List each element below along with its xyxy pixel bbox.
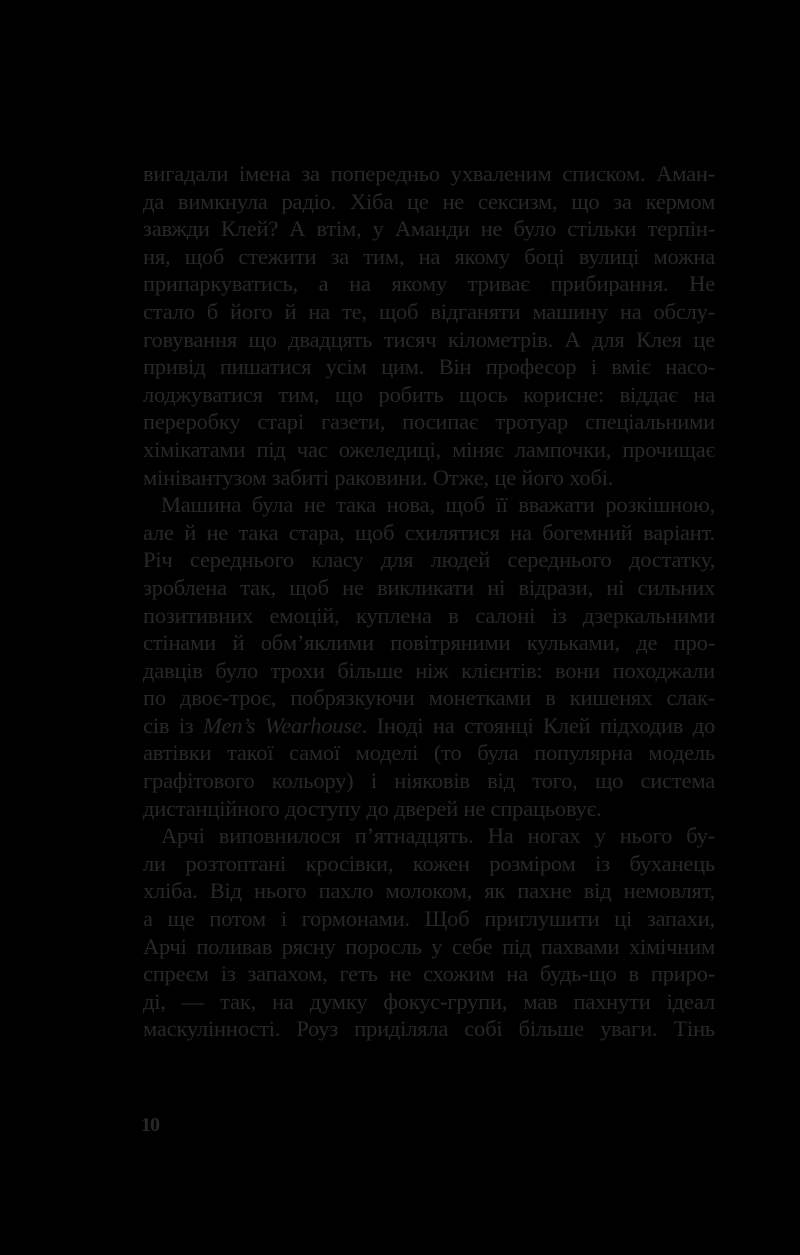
text-line: Арчі виповнилося п’ятнадцять. На ногах у нього бу- [161,823,715,849]
text-line: Арчі поливав рясну поросль у себе під пахвами хімічним [143,933,715,959]
text-line: ли розтоптані кросівки, кожен розміром із буханець [143,850,715,876]
text-line: давців було трохи більше ніж клієнтів: вони походжали [143,657,715,683]
text-line: говування що двадцять тисяч кілометрів. А для Клея це [143,326,715,352]
text-line: Машина була не така нова, щоб її вважати розкішною, [161,492,715,518]
text-line: стало б його й на те, щоб відганяти машину на обслу- [143,298,715,324]
text-line: спреєм із запахом, геть не схожим на будь-що в приро- [143,961,715,987]
text-line: мінівантузом забиті раковини. Отже, це його хобі. [143,464,614,490]
text-line: переробку старі газети, посипає тротуар спеціальними [143,409,715,435]
book-page-body [143,160,715,1043]
text-segment: сів із [143,712,203,738]
text-line: зроблена так, щоб не викликати ні відрази, ні сильних [143,574,715,600]
paragraph [143,491,715,822]
text-line: припаркуватись, а на якому триває прибирання. Не [143,271,715,297]
text-line: дистанційного доступу до дверей не спрацьовує. [143,795,602,821]
text-line: завжди Клей? А втім, у Аманди не було стільки терпін- [143,216,715,242]
text-line: да вимкнула радіо. Хіба це не сексизм, що за кермом [143,188,715,214]
text-line: а ще потом і гормонами. Щоб приглушити ці запахи, [143,906,715,932]
text-line: хімікатами під час ожеледиці, міняє лампочки, прочищає [143,436,715,462]
text-line: маскулінності. Роуз приділяла собі більше уваги. Тінь [143,1016,715,1042]
text-line: стінами й обм’яклими повітряними кульками, де про- [143,630,715,656]
text-segment: . Іноді на стоянці Клей підходив до [361,712,715,738]
text-line: але й не така стара, щоб схилятися на богемний варіант. [143,519,715,545]
text-line: позитивних емоцій, куплена в салоні із дзеркальними [143,602,715,628]
text-line: по двоє-троє, побрязкуючи монетками в кишенях слак- [143,685,715,711]
paragraph [143,822,715,1043]
text-line: автівки такої самої моделі (то була популярна модель [143,740,715,766]
store-name-italic: Men’s Wearhouse [202,712,362,738]
text-line: вигадали імена за попередньо ухваленим списком. Аман- [143,161,715,186]
text-line: привід пишатися усім цим. Він професор і вміє насо- [143,354,715,380]
text-line: хліба. Від нього пахло молоком, як пахне від немовлят, [143,878,715,904]
text-line: ді, — так, на думку фокус-групи, мав пахнути ідеал [143,988,715,1014]
paragraph [143,160,715,491]
text-line: Річ середнього класу для людей середнього достатку, [143,547,715,573]
page-number: 10 [141,1114,159,1136]
text-line: лоджуватися тим, що робить щось корисне: віддає на [143,381,715,407]
text-line: графітового кольору) і ніяковів від того, що система [143,768,715,794]
text-line-with-italic [143,712,715,740]
text-line: ня, щоб стежити за тим, на якому боці вулиці можна [143,243,715,269]
